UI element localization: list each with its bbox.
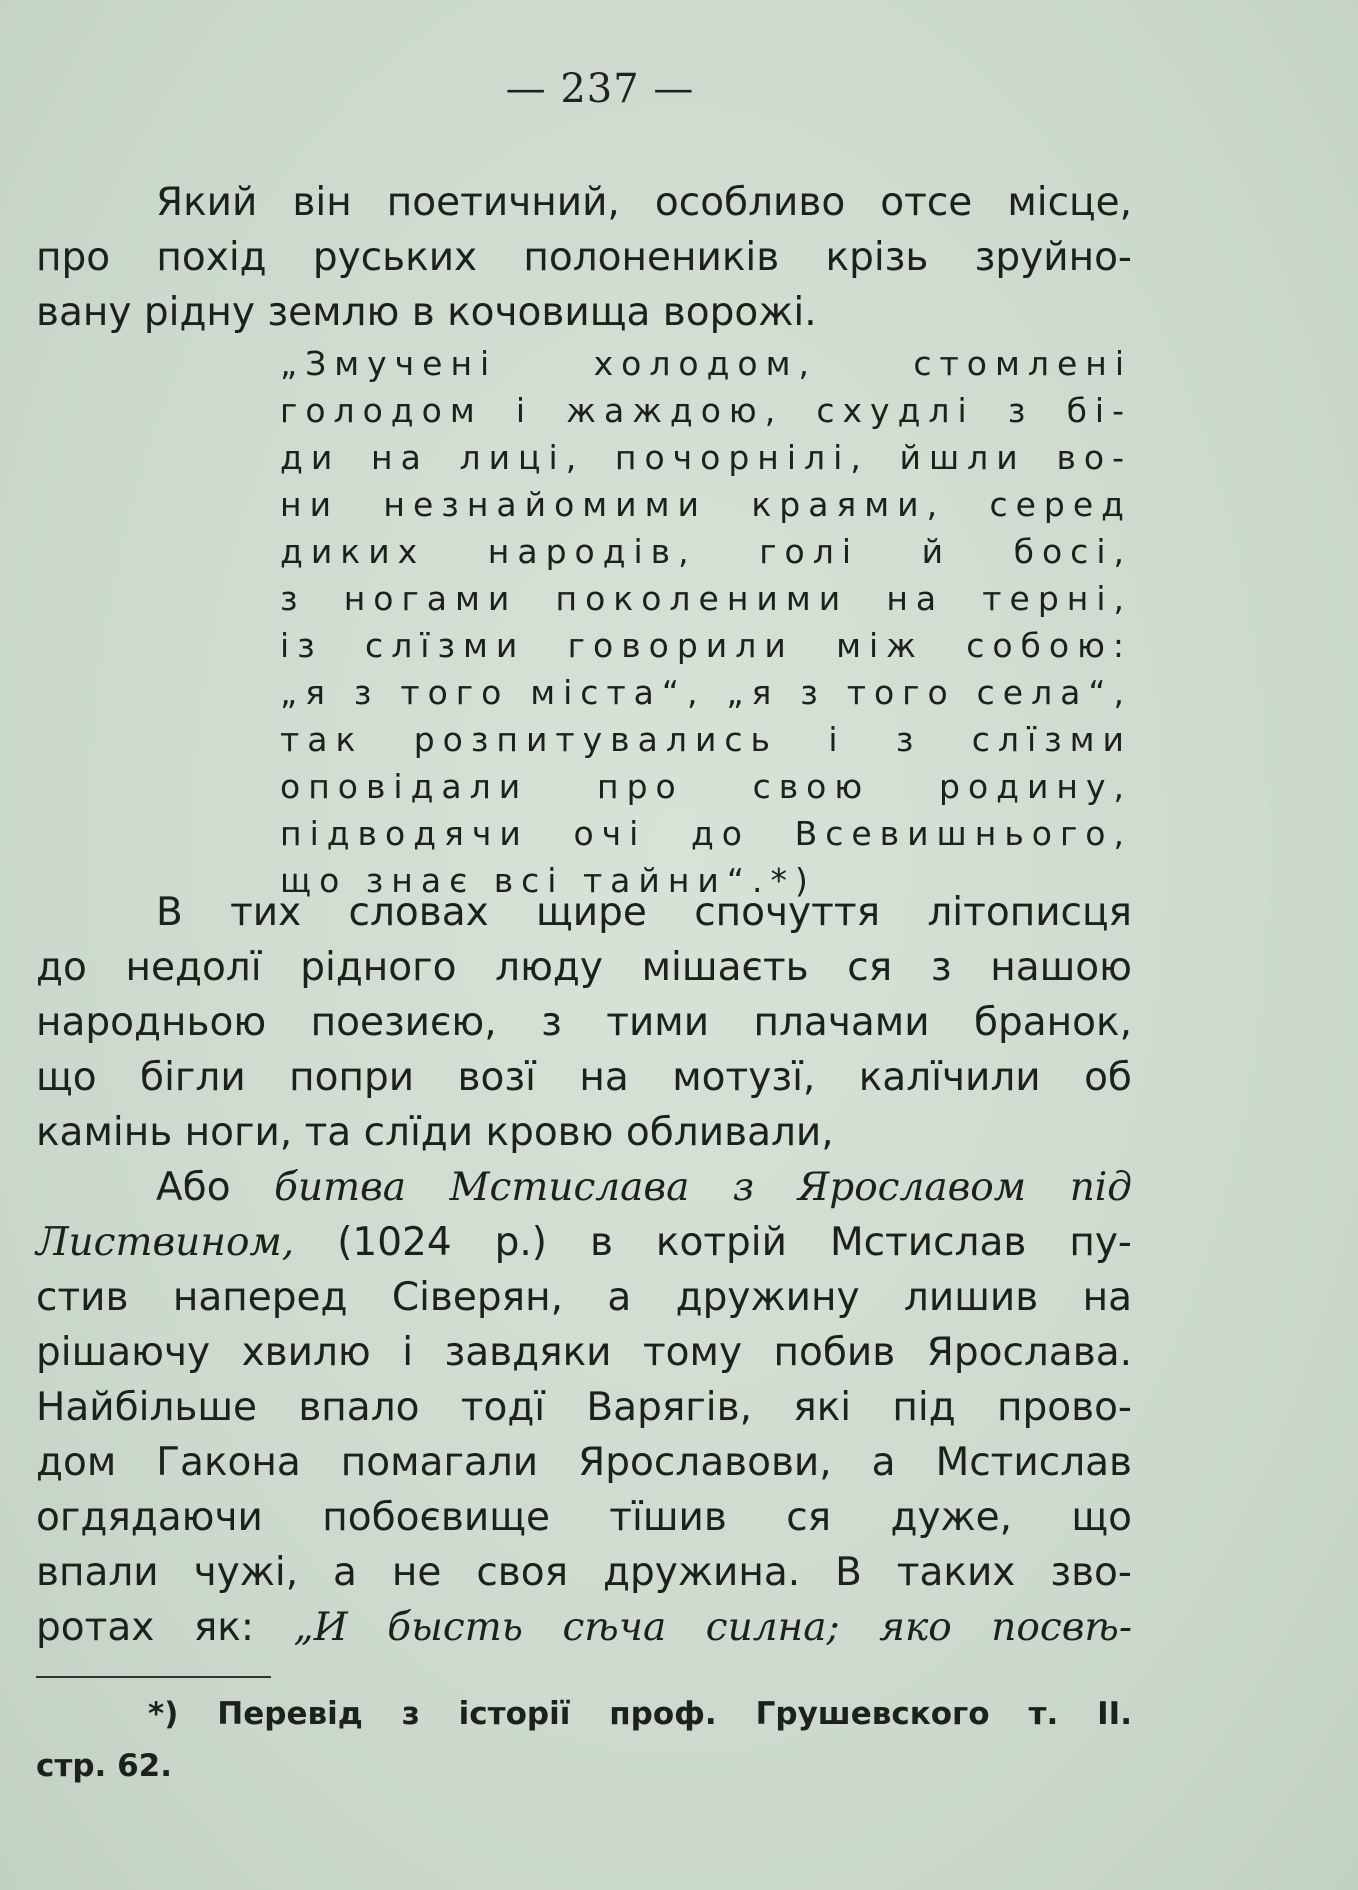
chronicle-quote — [280, 340, 1132, 904]
quote-line: голодом і жаждою, схудлі з бі- — [280, 391, 1132, 430]
text-line: огдядаючи побоєвище тїшив ся дуже, що — [36, 1495, 1132, 1540]
text-line: камінь ноги, та слїди кровю обливали, — [36, 1110, 834, 1155]
text-line: дом Гакона помагали Ярославови, а Мстислав — [36, 1440, 1132, 1485]
quote-line: „я з того міста“, „я з того села“, — [280, 673, 1132, 712]
text-run: Або — [156, 1165, 275, 1210]
text-line: рішаючу хвилю і завдяки тому побив Ярослава. — [36, 1330, 1132, 1375]
text-line: В тих словах щире спочуття літописця — [156, 890, 1132, 935]
quote-line: оповідали про свою родину, — [280, 767, 1132, 806]
text-line: Який він поетичний, особливо отсе місце, — [156, 180, 1132, 225]
text-line: про похід руських полонеників крізь зруйно- — [36, 235, 1132, 280]
italic-phrase: битва Мстислава з Ярославом під — [274, 1165, 1133, 1210]
text-line — [36, 1160, 1132, 1215]
footnote-line: *) Перевід з історії проф. Грушевского т. II. — [148, 1696, 1132, 1732]
text-line — [36, 1600, 1132, 1655]
paragraph-2 — [36, 885, 1132, 1160]
text-run: ротах як: — [36, 1605, 294, 1650]
text-line: народньою поезиєю, з тими плачами бранок, — [36, 1000, 1132, 1045]
text-line: стив наперед Сіверян, а дружину лишив на — [36, 1275, 1132, 1320]
text-line — [36, 1215, 1132, 1270]
paragraph-1 — [36, 175, 1132, 340]
text-run: (1024 р.) в котрій Мстислав пу- — [294, 1220, 1132, 1265]
page-number: — 237 — — [505, 66, 695, 112]
quote-line: підводячи очі до Всевишнього, — [280, 814, 1132, 853]
text-line: вану рідну землю в кочовища ворожі. — [36, 290, 817, 335]
italic-phrase: Листвином, — [36, 1220, 295, 1265]
quote-line: „Змучені холодом, стомлені — [280, 344, 1132, 383]
paragraph-3 — [36, 1160, 1132, 1655]
text-line: впали чужі, а не своя дружина. В таких зво- — [36, 1550, 1132, 1595]
italic-phrase: „И бысть сѣча силна; яко посвѣ- — [293, 1605, 1133, 1650]
quote-line: так розпитувались і з слїзми — [280, 720, 1132, 759]
footnote-line: стр. 62. — [36, 1748, 173, 1784]
footnote-divider — [36, 1676, 271, 1678]
text-line: Найбільше впало тодї Варягів, які під прово- — [36, 1385, 1132, 1430]
quote-line: що знає всі тайни“.*) — [280, 861, 816, 900]
quote-line: із слїзми говорили між собою: — [280, 626, 1132, 665]
footnote — [36, 1688, 1132, 1792]
quote-line: ди на лиці, почорнілі, йшли во- — [280, 438, 1132, 477]
quote-line: з ногами поколеними на терні, — [280, 579, 1132, 618]
text-line: до недолї рідного люду мішаєть ся з нашою — [36, 945, 1132, 990]
quote-line: ни незнайомими краями, серед — [280, 485, 1132, 524]
quote-line: диких народів, голі й босі, — [280, 532, 1132, 571]
text-line: що бігли попри возї на мотузї, калїчили об — [36, 1055, 1132, 1100]
